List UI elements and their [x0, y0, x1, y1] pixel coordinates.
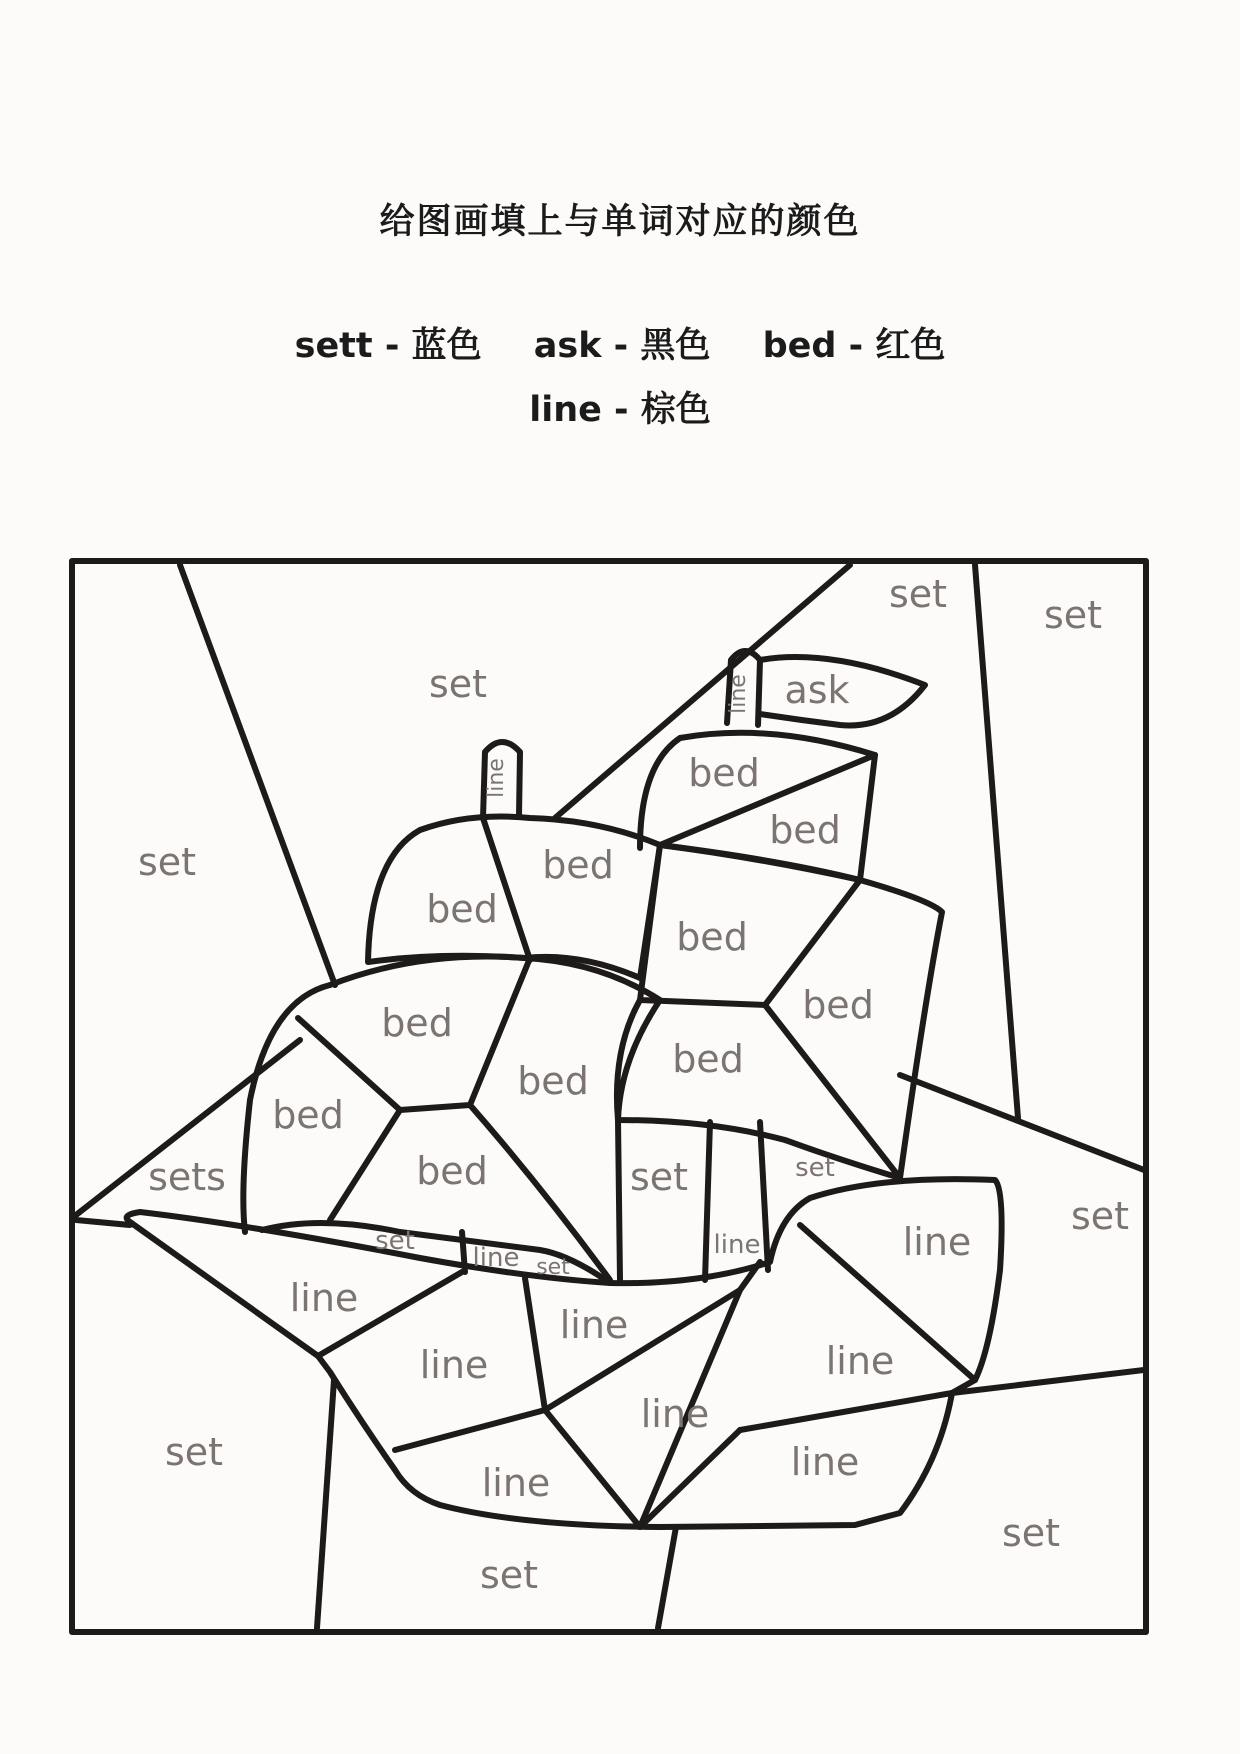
region-label: bed	[688, 751, 760, 795]
region-label: bed	[272, 1093, 344, 1137]
legend-word: sett	[294, 326, 373, 366]
region-label: set	[164, 1430, 224, 1474]
legend-color: 蓝色	[411, 326, 482, 366]
background-lines	[76, 565, 1144, 1628]
region-label: line	[472, 1243, 520, 1273]
region-label: bed	[672, 1037, 744, 1081]
legend-word: ask	[533, 326, 602, 366]
region-label: set	[137, 840, 197, 884]
region-label: set	[375, 1226, 415, 1256]
region-label: set	[1070, 1194, 1130, 1238]
region-label: bed	[426, 887, 498, 931]
legend-item-ask: ask - 黑色	[533, 326, 711, 366]
region-label: set	[795, 1153, 835, 1183]
region-label: set	[629, 1155, 689, 1199]
region-label: bed	[416, 1149, 488, 1193]
legend-word: bed	[762, 326, 837, 366]
legend-item-bed: bed - 红色	[762, 326, 946, 366]
region-label: line	[484, 758, 509, 798]
region-label: sets	[148, 1155, 226, 1199]
region-label: line	[790, 1440, 860, 1484]
page-title: 给图画填上与单词对应的颜色	[379, 202, 861, 242]
region-label: bed	[802, 983, 874, 1027]
region-label: bed	[676, 915, 748, 959]
region-label: line	[640, 1392, 710, 1436]
region-labels	[138, 572, 1129, 1597]
region-label: line	[902, 1220, 972, 1264]
legend-item-sett: sett - 蓝色	[294, 326, 482, 366]
region-label: set	[428, 662, 488, 706]
region-label: set	[536, 1255, 570, 1280]
legend-color: 红色	[875, 326, 946, 366]
legend-word: line	[529, 390, 602, 430]
region-label: set	[479, 1553, 539, 1597]
region-label: bed	[381, 1001, 453, 1045]
region-label: line	[289, 1276, 359, 1320]
region-label: line	[481, 1461, 551, 1505]
region-label: line	[713, 1230, 761, 1260]
region-label: bed	[769, 808, 841, 852]
region-label: set	[1043, 593, 1103, 637]
legend-item-line: line - 棕色	[529, 390, 711, 430]
region-label: line	[559, 1303, 629, 1347]
legend-color: 黑色	[640, 326, 711, 366]
region-label: bed	[542, 843, 614, 887]
legend-color: 棕色	[640, 390, 711, 430]
region-label: line	[825, 1339, 895, 1383]
region-label: bed	[517, 1059, 589, 1103]
region-label: line	[419, 1343, 489, 1387]
region-label: line	[726, 674, 751, 714]
region-label: ask	[784, 668, 850, 712]
region-label: set	[1001, 1511, 1061, 1555]
region-label: set	[888, 572, 948, 616]
